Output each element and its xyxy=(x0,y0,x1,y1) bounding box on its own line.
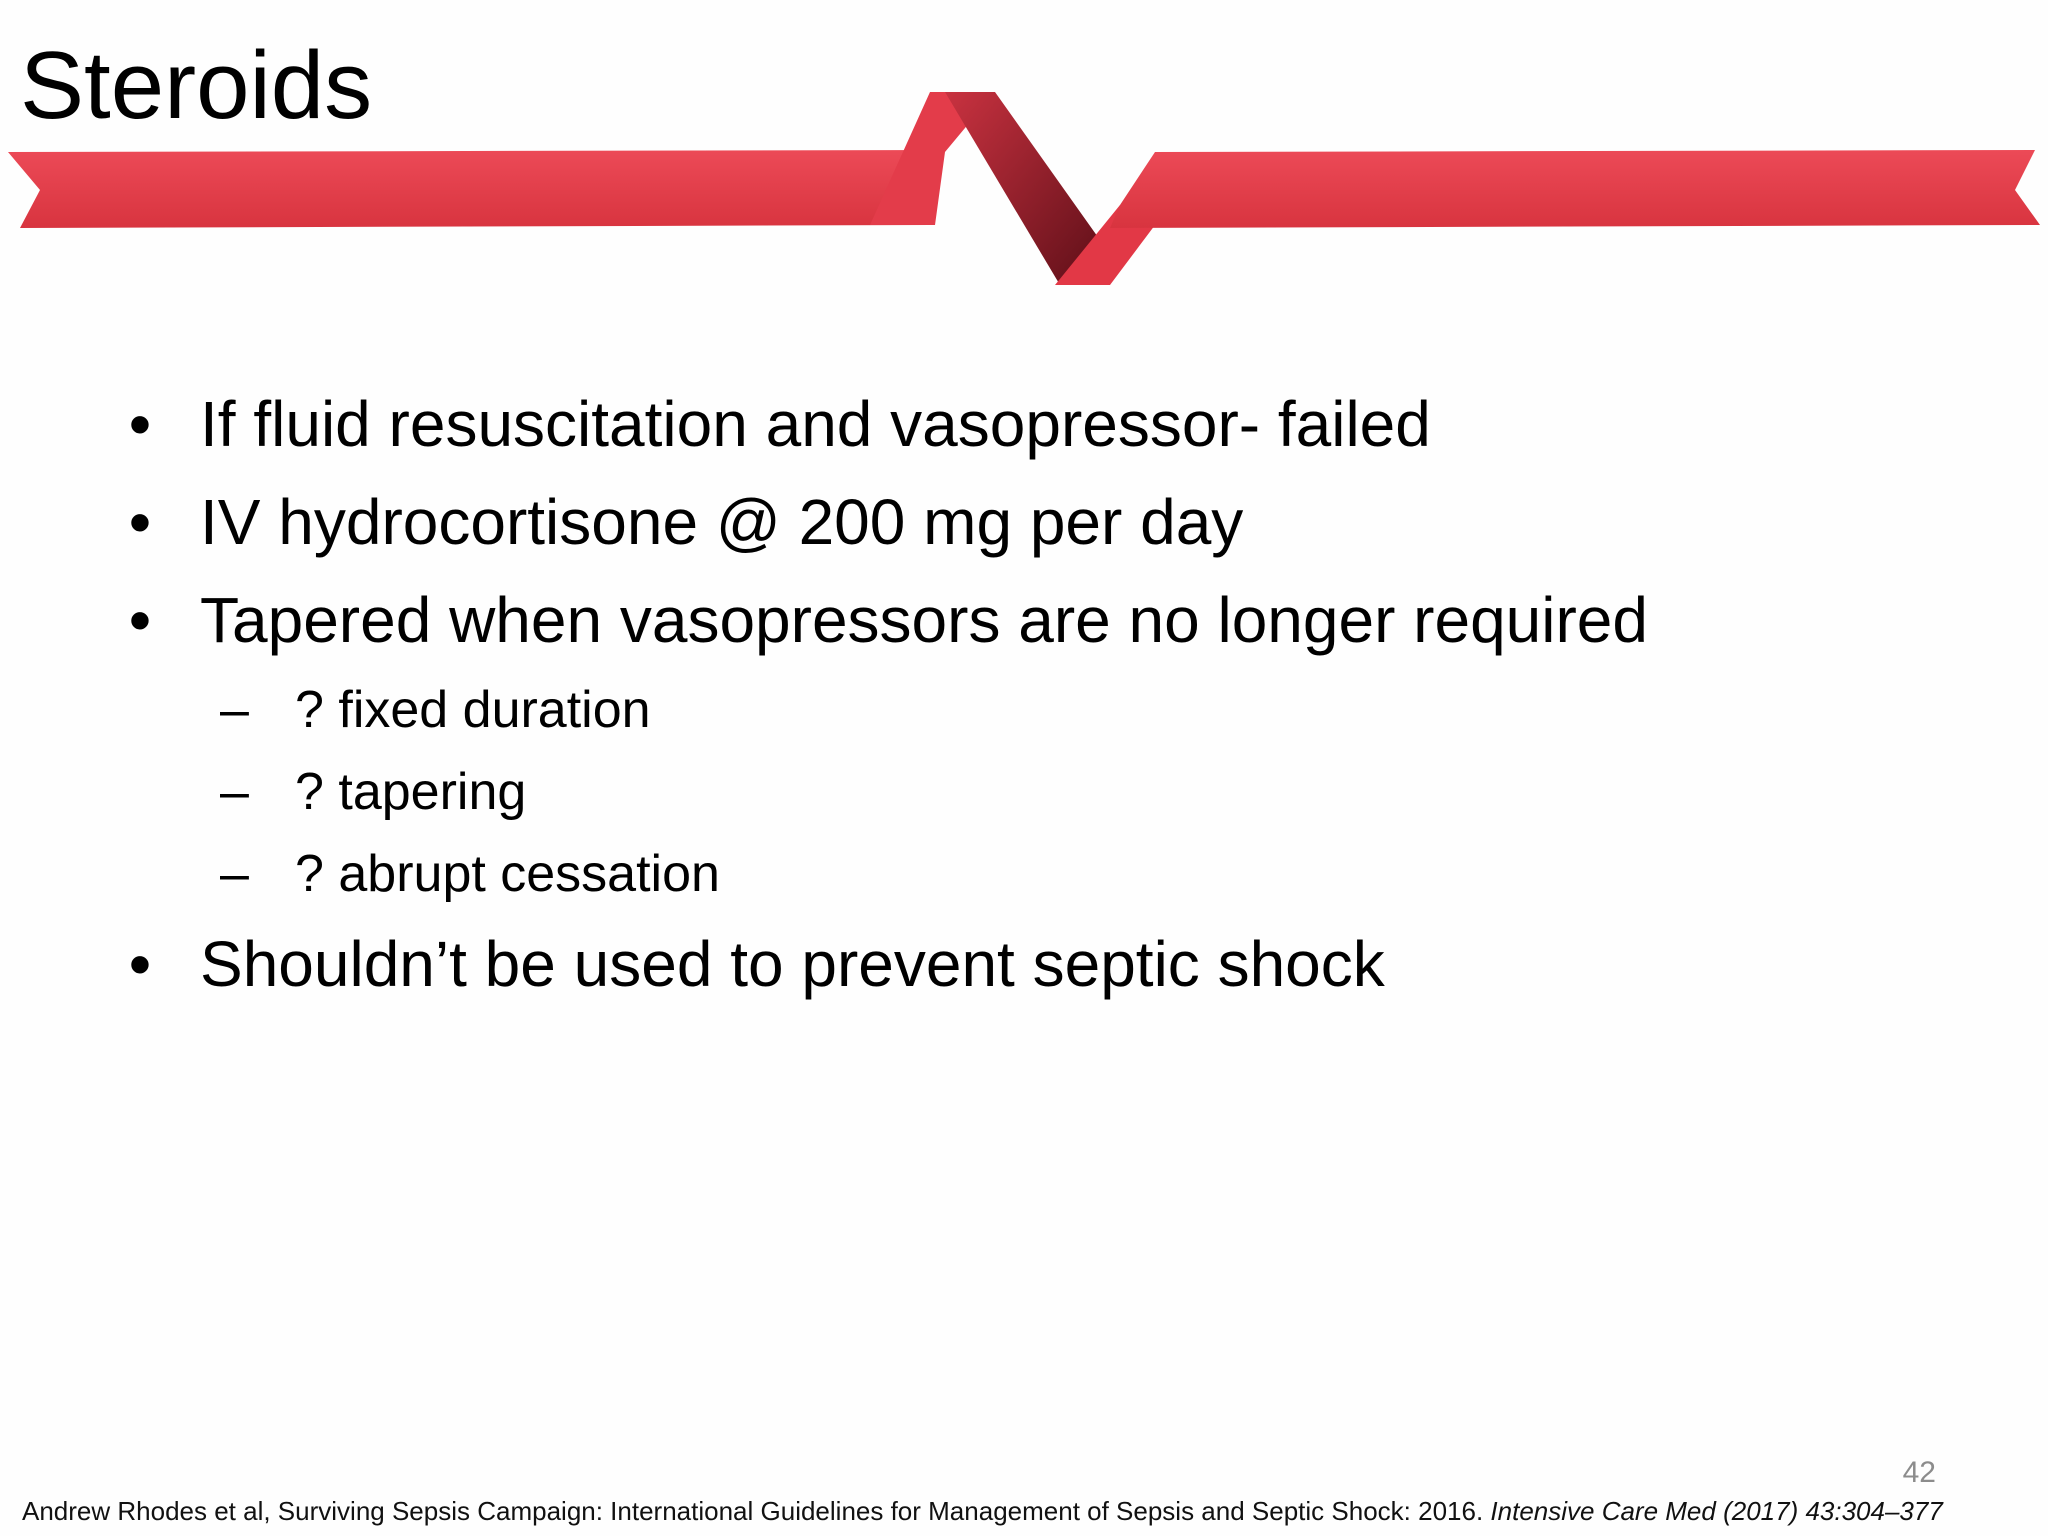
sub-bullet-dash: – xyxy=(220,845,249,903)
bullet-list xyxy=(120,375,1970,1013)
bullet-text: If fluid resuscitation and vasopressor- failed xyxy=(200,388,1431,460)
sub-bullet-dash: – xyxy=(220,681,249,739)
bullet-text: IV hydrocortisone @ 200 mg per day xyxy=(200,486,1244,558)
sub-bullet-text: ? abrupt cessation xyxy=(295,845,720,903)
ribbon-right-band xyxy=(1110,150,2040,228)
bullet-text: Tapered when vasopressors are no longer required xyxy=(200,584,1648,656)
sub-bullet-item xyxy=(120,751,1970,833)
bullet-item xyxy=(120,571,1970,669)
bullet-dot: • xyxy=(128,388,152,460)
sub-bullet-text: ? tapering xyxy=(295,763,527,821)
sub-bullet-item xyxy=(120,833,1970,915)
citation-text: Andrew Rhodes et al, Surviving Sepsis Campaign: International Guidelines for Management of Sepsis and Septic Shock: 2016. xyxy=(22,1496,1484,1526)
page-number: 42 xyxy=(1902,1456,1936,1489)
slide-title: Steroids xyxy=(20,32,373,139)
ribbon-left-band xyxy=(8,150,940,228)
bullet-dot: • xyxy=(128,486,152,558)
bullet-text: Shouldn’t be used to prevent septic shock xyxy=(200,928,1385,1000)
sub-bullet-dash: – xyxy=(220,763,249,821)
bullet-item xyxy=(120,473,1970,571)
bullet-item xyxy=(120,915,1970,1013)
bullet-item xyxy=(120,375,1970,473)
ribbon-fold xyxy=(945,92,1100,285)
sub-bullet-text: ? fixed duration xyxy=(295,681,651,739)
citation-journal: Intensive Care Med (2017) 43:304–377 xyxy=(1490,1496,1943,1526)
citation xyxy=(22,1496,1943,1527)
sub-bullet-item xyxy=(120,669,1970,751)
bullet-dot: • xyxy=(128,928,152,1000)
bullet-dot: • xyxy=(128,584,152,656)
